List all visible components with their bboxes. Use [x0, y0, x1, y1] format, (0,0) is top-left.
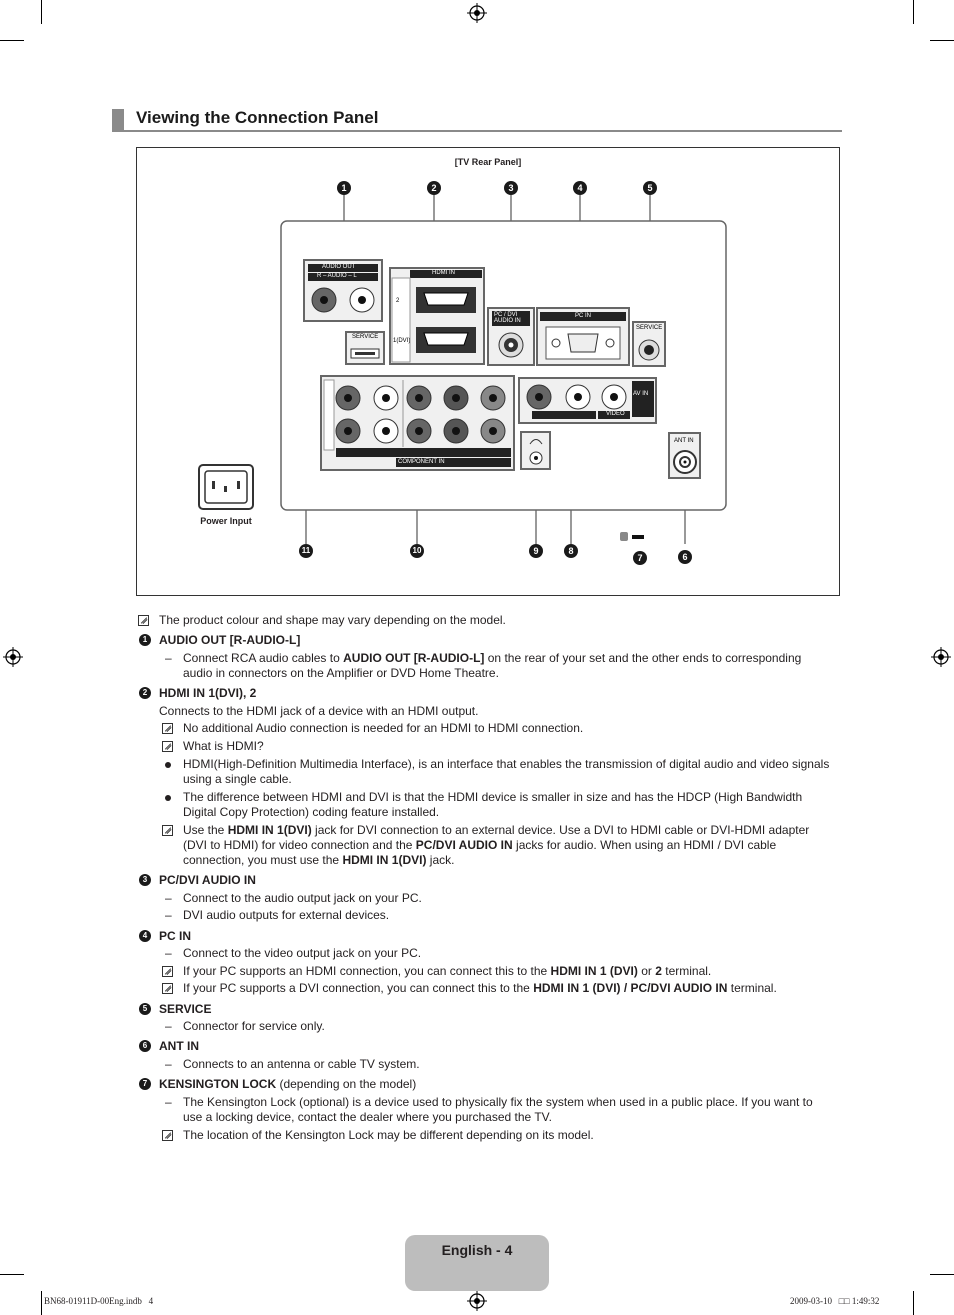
ant-in-label: ANT IN [674, 438, 694, 444]
item-note: If your PC supports an HDMI connection, you can connect this to the HDMI IN 1 (DVI) or 2 terminal. [183, 964, 712, 978]
item-note: connection, you must use the HDMI IN 1(DVI) jack. [183, 853, 455, 867]
crop-mark [41, 0, 42, 24]
item-note: (DVI to HDMI) for video connection and the PC/DVI AUDIO IN jacks for audio. When using an HDMI / DVI cable [183, 838, 777, 852]
item-note: Use the HDMI IN 1(DVI) jack for DVI connection to an external device. Use a DVI to HDMI cable or DVI-HDMI adapter [183, 823, 810, 837]
callout-3: 3 [504, 181, 518, 195]
callout-11: 11 [299, 544, 313, 558]
note-icon [162, 983, 173, 994]
crop-mark [41, 1291, 42, 1315]
heading-marker [112, 109, 124, 131]
dash-marker: – [165, 891, 172, 905]
item-text: Connect to the audio output jack on your PC. [183, 891, 422, 905]
item-note: No additional Audio connection is needed for an HDMI to HDMI connection. [183, 721, 584, 735]
bullet-dot [165, 762, 171, 768]
item-title: ANT IN [159, 1039, 199, 1053]
video-label: VIDEO [606, 411, 625, 417]
crop-mark [0, 40, 24, 41]
footer-timestamp: 2009-03-10 □□ 1:49:32 [790, 1296, 880, 1306]
component-in-label: COMPONENT IN [398, 459, 445, 465]
pc-in-label: PC IN [575, 313, 592, 319]
crop-mark [0, 1274, 24, 1275]
note-icon [162, 723, 173, 734]
hdmi-in-label: HDMI IN [432, 270, 455, 276]
pc-dvi-audio-in-label: PC / DVI AUDIO IN [494, 312, 521, 324]
item-number-6: 6 [139, 1040, 151, 1052]
item-number-7: 7 [139, 1078, 151, 1090]
service-label-left: SERVICE [352, 334, 379, 340]
item-note: What is HDMI? [183, 739, 264, 753]
item-text: HDMI(High-Definition Multimedia Interface), is an interface that enables the transmission of digital audio and video signals [183, 757, 830, 771]
note-icon [138, 615, 149, 626]
item-number-3: 3 [139, 874, 151, 886]
item-text: DVI audio outputs for external devices. [183, 908, 390, 922]
item-title: PC IN [159, 929, 192, 943]
item-text: Connect RCA audio cables to AUDIO OUT [R-AUDIO-L] on the rear of your set and the other ends to corresponding [183, 651, 802, 665]
page-number: English - 4 [441, 1242, 513, 1258]
heading-divider [112, 130, 842, 132]
rear-panel-illustration [136, 147, 840, 596]
item-text: Connect to the video output jack on your PC. [183, 946, 422, 960]
item-text: Connects to an antenna or cable TV system. [183, 1057, 420, 1071]
service-label-right: SERVICE [636, 325, 663, 331]
crop-mark [930, 40, 954, 41]
crop-mark [930, 1274, 954, 1275]
item-title: PC/DVI AUDIO IN [159, 873, 256, 887]
callout-2: 2 [427, 181, 441, 195]
hdmi-port-2-label: 2 [396, 298, 400, 304]
item-text: Digital Copy Protection) coding feature installed. [183, 805, 440, 819]
dash-marker: – [165, 1057, 172, 1071]
item-text: The difference between HDMI and DVI is that the HDMI device is smaller in size and has the HDCP (High Bandwidth [183, 790, 803, 804]
power-input-label: Power Input [200, 516, 252, 526]
audio-rl-label: R – AUDIO – L [317, 273, 357, 279]
item-title: AUDIO OUT [R-AUDIO-L] [159, 633, 301, 647]
page-title: Viewing the Connection Panel [136, 108, 379, 127]
av-in-label: AV IN [633, 391, 649, 397]
note-icon [162, 1130, 173, 1141]
crop-mark [913, 0, 914, 24]
item-title: SERVICE [159, 1002, 212, 1016]
registration-mark-icon [931, 647, 951, 667]
item-text: audio in connectors on the Amplifier or DVD Home Theatre. [183, 666, 499, 680]
note-icon [162, 966, 173, 977]
dash-marker: – [165, 1019, 172, 1033]
crop-mark [913, 1291, 914, 1315]
callout-7: 7 [633, 551, 647, 565]
callout-5: 5 [643, 181, 657, 195]
item-title: HDMI IN 1(DVI), 2 [159, 686, 257, 700]
item-number-4: 4 [139, 930, 151, 942]
item-text: The Kensington Lock (optional) is a device used to physically fix the system when used in a public place. If you want to [183, 1095, 813, 1109]
callout-1: 1 [337, 181, 351, 195]
callout-6: 6 [678, 550, 692, 564]
registration-mark-icon [3, 647, 23, 667]
item-number-5: 5 [139, 1003, 151, 1015]
item-text: using a single cable. [183, 772, 292, 786]
item-title: KENSINGTON LOCK (depending on the model) [159, 1077, 417, 1091]
dash-marker: – [165, 651, 172, 665]
item-note: The location of the Kensington Lock may be different depending on its model. [183, 1128, 594, 1142]
dash-marker: – [165, 946, 172, 960]
item-note: If your PC supports a DVI connection, you can connect this to the HDMI IN 1 (DVI) / PC/DVI AUDIO IN terminal. [183, 981, 777, 995]
callout-10: 10 [410, 544, 424, 558]
dash-marker: – [165, 908, 172, 922]
general-note: The product colour and shape may vary depending on the model. [159, 613, 506, 627]
note-icon [162, 825, 173, 836]
audio-out-label: AUDIO OUT [322, 264, 356, 270]
registration-mark-icon [467, 1291, 487, 1311]
dash-marker: – [165, 1095, 172, 1109]
callout-4: 4 [573, 181, 587, 195]
item-number-1: 1 [139, 634, 151, 646]
callout-8: 8 [564, 544, 578, 558]
item-text: use a locking device, contact the dealer where you purchased the TV. [183, 1110, 552, 1124]
hdmi-port-1-label: 1(DVI) [393, 338, 411, 344]
item-number-2: 2 [139, 687, 151, 699]
item-text: Connects to the HDMI jack of a device with an HDMI output. [159, 704, 479, 718]
diagram-caption: [TV Rear Panel] [454, 157, 522, 167]
note-icon [162, 741, 173, 752]
registration-mark-icon [467, 3, 487, 23]
callout-9: 9 [529, 544, 543, 558]
bullet-dot [165, 795, 171, 801]
item-text: Connector for service only. [183, 1019, 325, 1033]
footer-file-name: BN68-01911D-00Eng.indb 4 [44, 1296, 154, 1306]
